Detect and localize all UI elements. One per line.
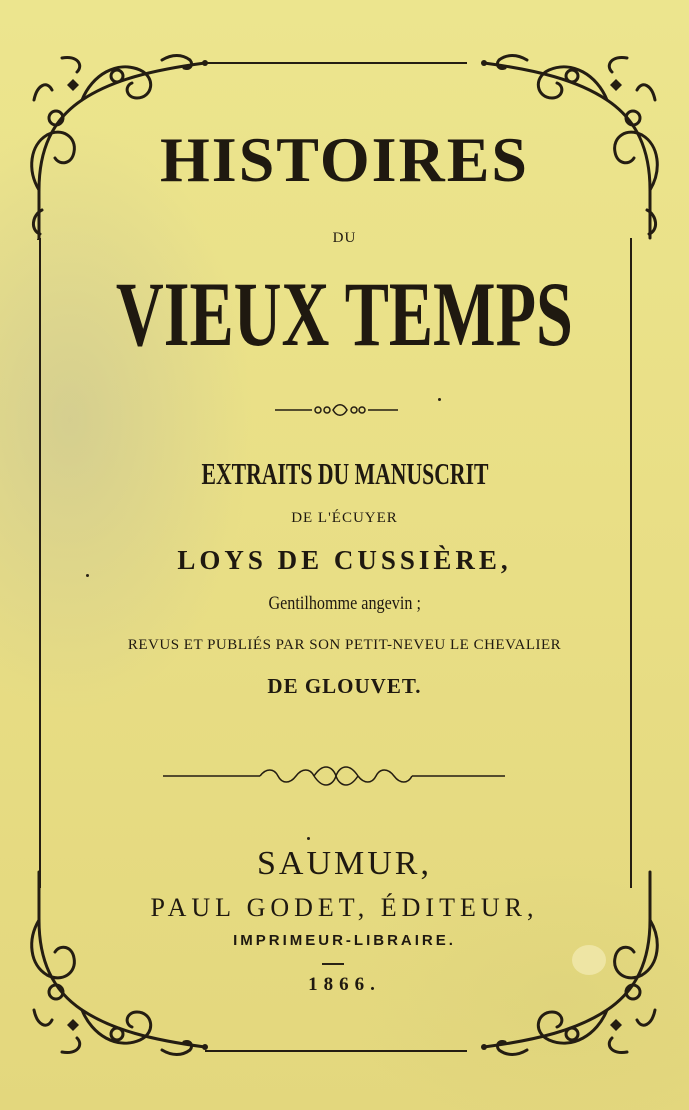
frame-bottom-line: [205, 1050, 467, 1052]
ornamental-rule-icon: [0, 764, 689, 788]
publication-city: SAUMUR,: [257, 845, 432, 882]
publisher-name: PAUL GODET, ÉDITEUR,: [150, 893, 539, 922]
printer-line: IMPRIMEUR-LIBRAIRE.: [233, 932, 456, 949]
ink-speck: [86, 574, 89, 577]
ink-speck: [438, 398, 441, 401]
title-line-1: HISTOIRES: [160, 124, 529, 195]
revised-by-line: REVUS ET PUBLIÉS PAR SON PETIT-NEVEU LE CHEVALIER: [127, 637, 562, 653]
title-connector: DU: [332, 230, 357, 246]
year-divider: [322, 963, 344, 965]
title-line-2: [0, 263, 689, 365]
author-description-text: Gentilhomme angevin ;: [268, 593, 421, 614]
paper-stain: [572, 945, 606, 975]
ink-speck: [307, 837, 310, 840]
subtitle-text: EXTRAITS DU MANUSCRIT: [201, 456, 488, 491]
author-description: [0, 593, 689, 615]
subtitle: [0, 458, 689, 489]
ecuyer-line: DE L'ÉCUYER: [291, 510, 398, 526]
title-line-2-text: VIEUX TEMPS: [115, 263, 574, 365]
editor-name: DE GLOUVET.: [267, 674, 422, 698]
ornamental-rule-icon: [0, 400, 689, 420]
author-name: LOYS DE CUSSIÈRE,: [177, 545, 512, 575]
publication-year: 1866.: [308, 974, 381, 995]
frame-top-line: [205, 62, 467, 64]
